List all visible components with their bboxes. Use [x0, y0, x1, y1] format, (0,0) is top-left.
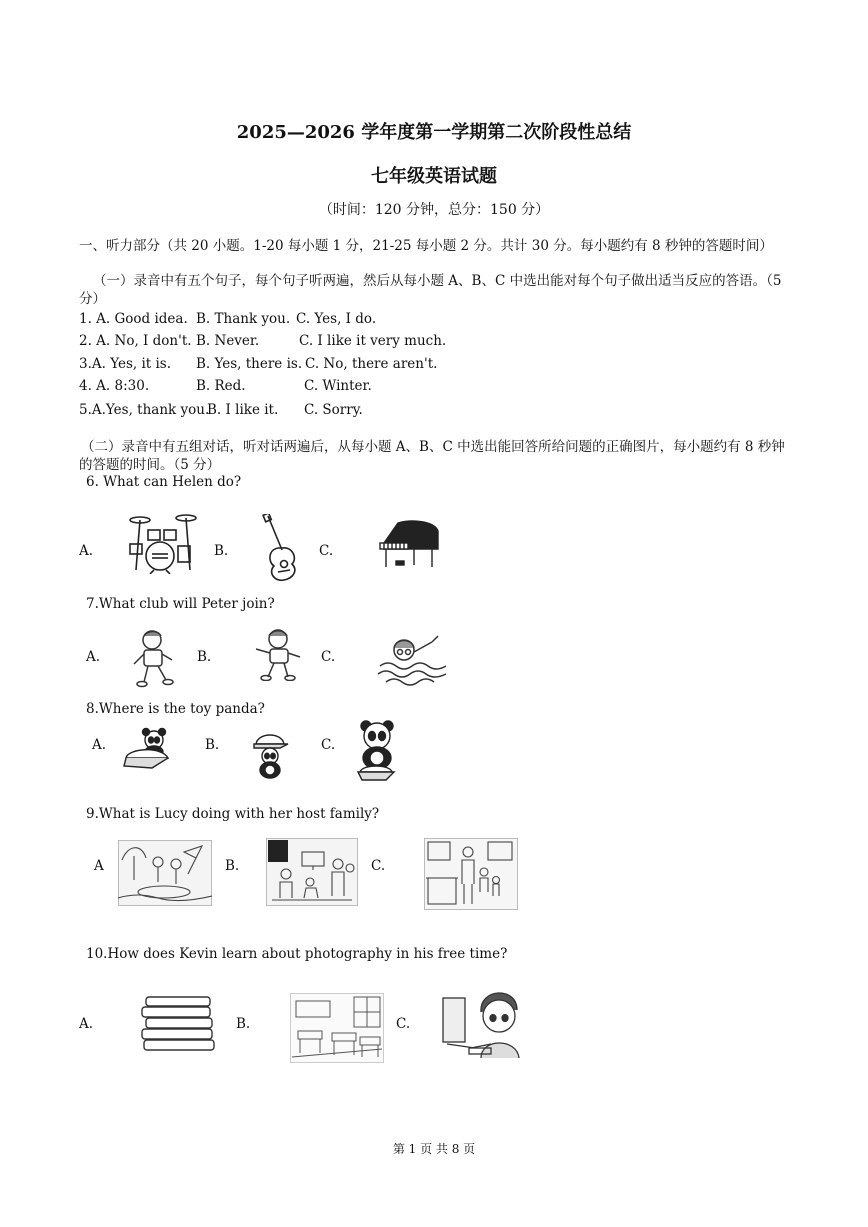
boy-running-icon: [130, 628, 180, 688]
item-4-option-a: 4. A. 8:30.: [79, 378, 150, 394]
section2-intro: （二）录音中有五组对话，听对话两遍后，从每小题 A、B、C 中选出能回答所给问题的正确图片，每小题约有 8 秒钟的答题的时间。（5 分）: [79, 439, 785, 473]
q8-label-c: C.: [321, 737, 336, 753]
exam-title: 2025—2026 学年度第一学期第二次阶段性总结: [236, 122, 632, 143]
q10-label-b: B.: [236, 1016, 251, 1032]
item-3-option-c: C. No, there aren't.: [305, 356, 438, 372]
item-1-option-b: B. Thank you.: [196, 311, 291, 327]
q6-label-a: A.: [79, 543, 94, 559]
family-watching-tv-image: [266, 838, 358, 906]
q9-label-c: C.: [371, 858, 386, 874]
boy-at-computer-image: [441, 982, 529, 1062]
exam-time-info: （时间：120 分钟，总分：150 分）: [318, 202, 550, 218]
q10-label-c: C.: [396, 1016, 411, 1032]
exam-subtitle: 七年级英语试题: [371, 166, 497, 187]
q6-label-b: B.: [214, 543, 229, 559]
question-10: 10.How does Kevin learn about photography in his free time?: [86, 946, 508, 962]
item-1-option-a: 1. A. Good idea.: [79, 311, 188, 327]
picnic-scene-image: [118, 840, 212, 906]
question-9: 9.What is Lucy doing with her host family?: [86, 806, 380, 822]
item-3-option-b: B. Yes, there is.: [196, 356, 303, 372]
q9-label-a: A: [94, 858, 104, 874]
q8-label-b: B.: [205, 737, 220, 753]
question-8: 8.Where is the toy panda?: [86, 701, 265, 717]
drum-kit-icon: [124, 512, 200, 574]
q7-label-b: B.: [197, 649, 212, 665]
q10-label-a: A.: [79, 1016, 94, 1032]
q7-label-a: A.: [86, 649, 101, 665]
item-2-option-b: B. Never.: [196, 333, 260, 349]
item-5-option-b: B. I like it.: [207, 402, 279, 418]
item-2-option-c: C. I like it very much.: [299, 333, 447, 349]
q7-label-c: C.: [321, 649, 336, 665]
item-5-option-c: C. Sorry.: [304, 402, 363, 418]
question-7: 7.What club will Peter join?: [86, 596, 275, 612]
family-cooking-image: [424, 838, 518, 910]
page-footer: 第 1 页 共 8 页: [392, 1142, 476, 1156]
classroom-image: [290, 993, 384, 1063]
section1-intro: （一）录音中有五个句子，每个句子听两遍，然后从每小题 A、B、C 中选出能对每个句子做出适当反应的答语。（5 分）: [79, 273, 782, 307]
item-3-option-a: 3.A. Yes, it is.: [79, 356, 172, 372]
q9-label-b: B.: [225, 858, 240, 874]
boy-dancing-icon: [252, 627, 302, 681]
panda-with-cap-icon: [352, 718, 402, 788]
panda-on-cap-icon: [122, 726, 174, 774]
item-1-option-c: C. Yes, I do.: [296, 311, 377, 327]
part1-heading: 一、听力部分（共 20 小题。1-20 每小题 1 分，21-25 每小题 2 分。共计 30 分。每小题约有 8 秒钟的答题时间）: [79, 238, 773, 254]
panda-under-cap-icon: [250, 730, 290, 782]
item-5-option-a: 5.A.Yes, thank you.: [79, 402, 210, 418]
item-4-option-b: B. Red.: [196, 378, 246, 394]
question-6: 6. What can Helen do?: [86, 474, 242, 490]
books-stack-icon: [140, 995, 218, 1051]
q6-label-c: C.: [319, 543, 334, 559]
piano-icon: [378, 519, 440, 571]
item-4-option-c: C. Winter.: [304, 378, 372, 394]
q8-label-a: A.: [92, 737, 107, 753]
item-2-option-a: 2. A. No, I don't.: [79, 333, 192, 349]
swimmer-icon: [376, 632, 450, 686]
guitar-icon: [262, 514, 302, 584]
